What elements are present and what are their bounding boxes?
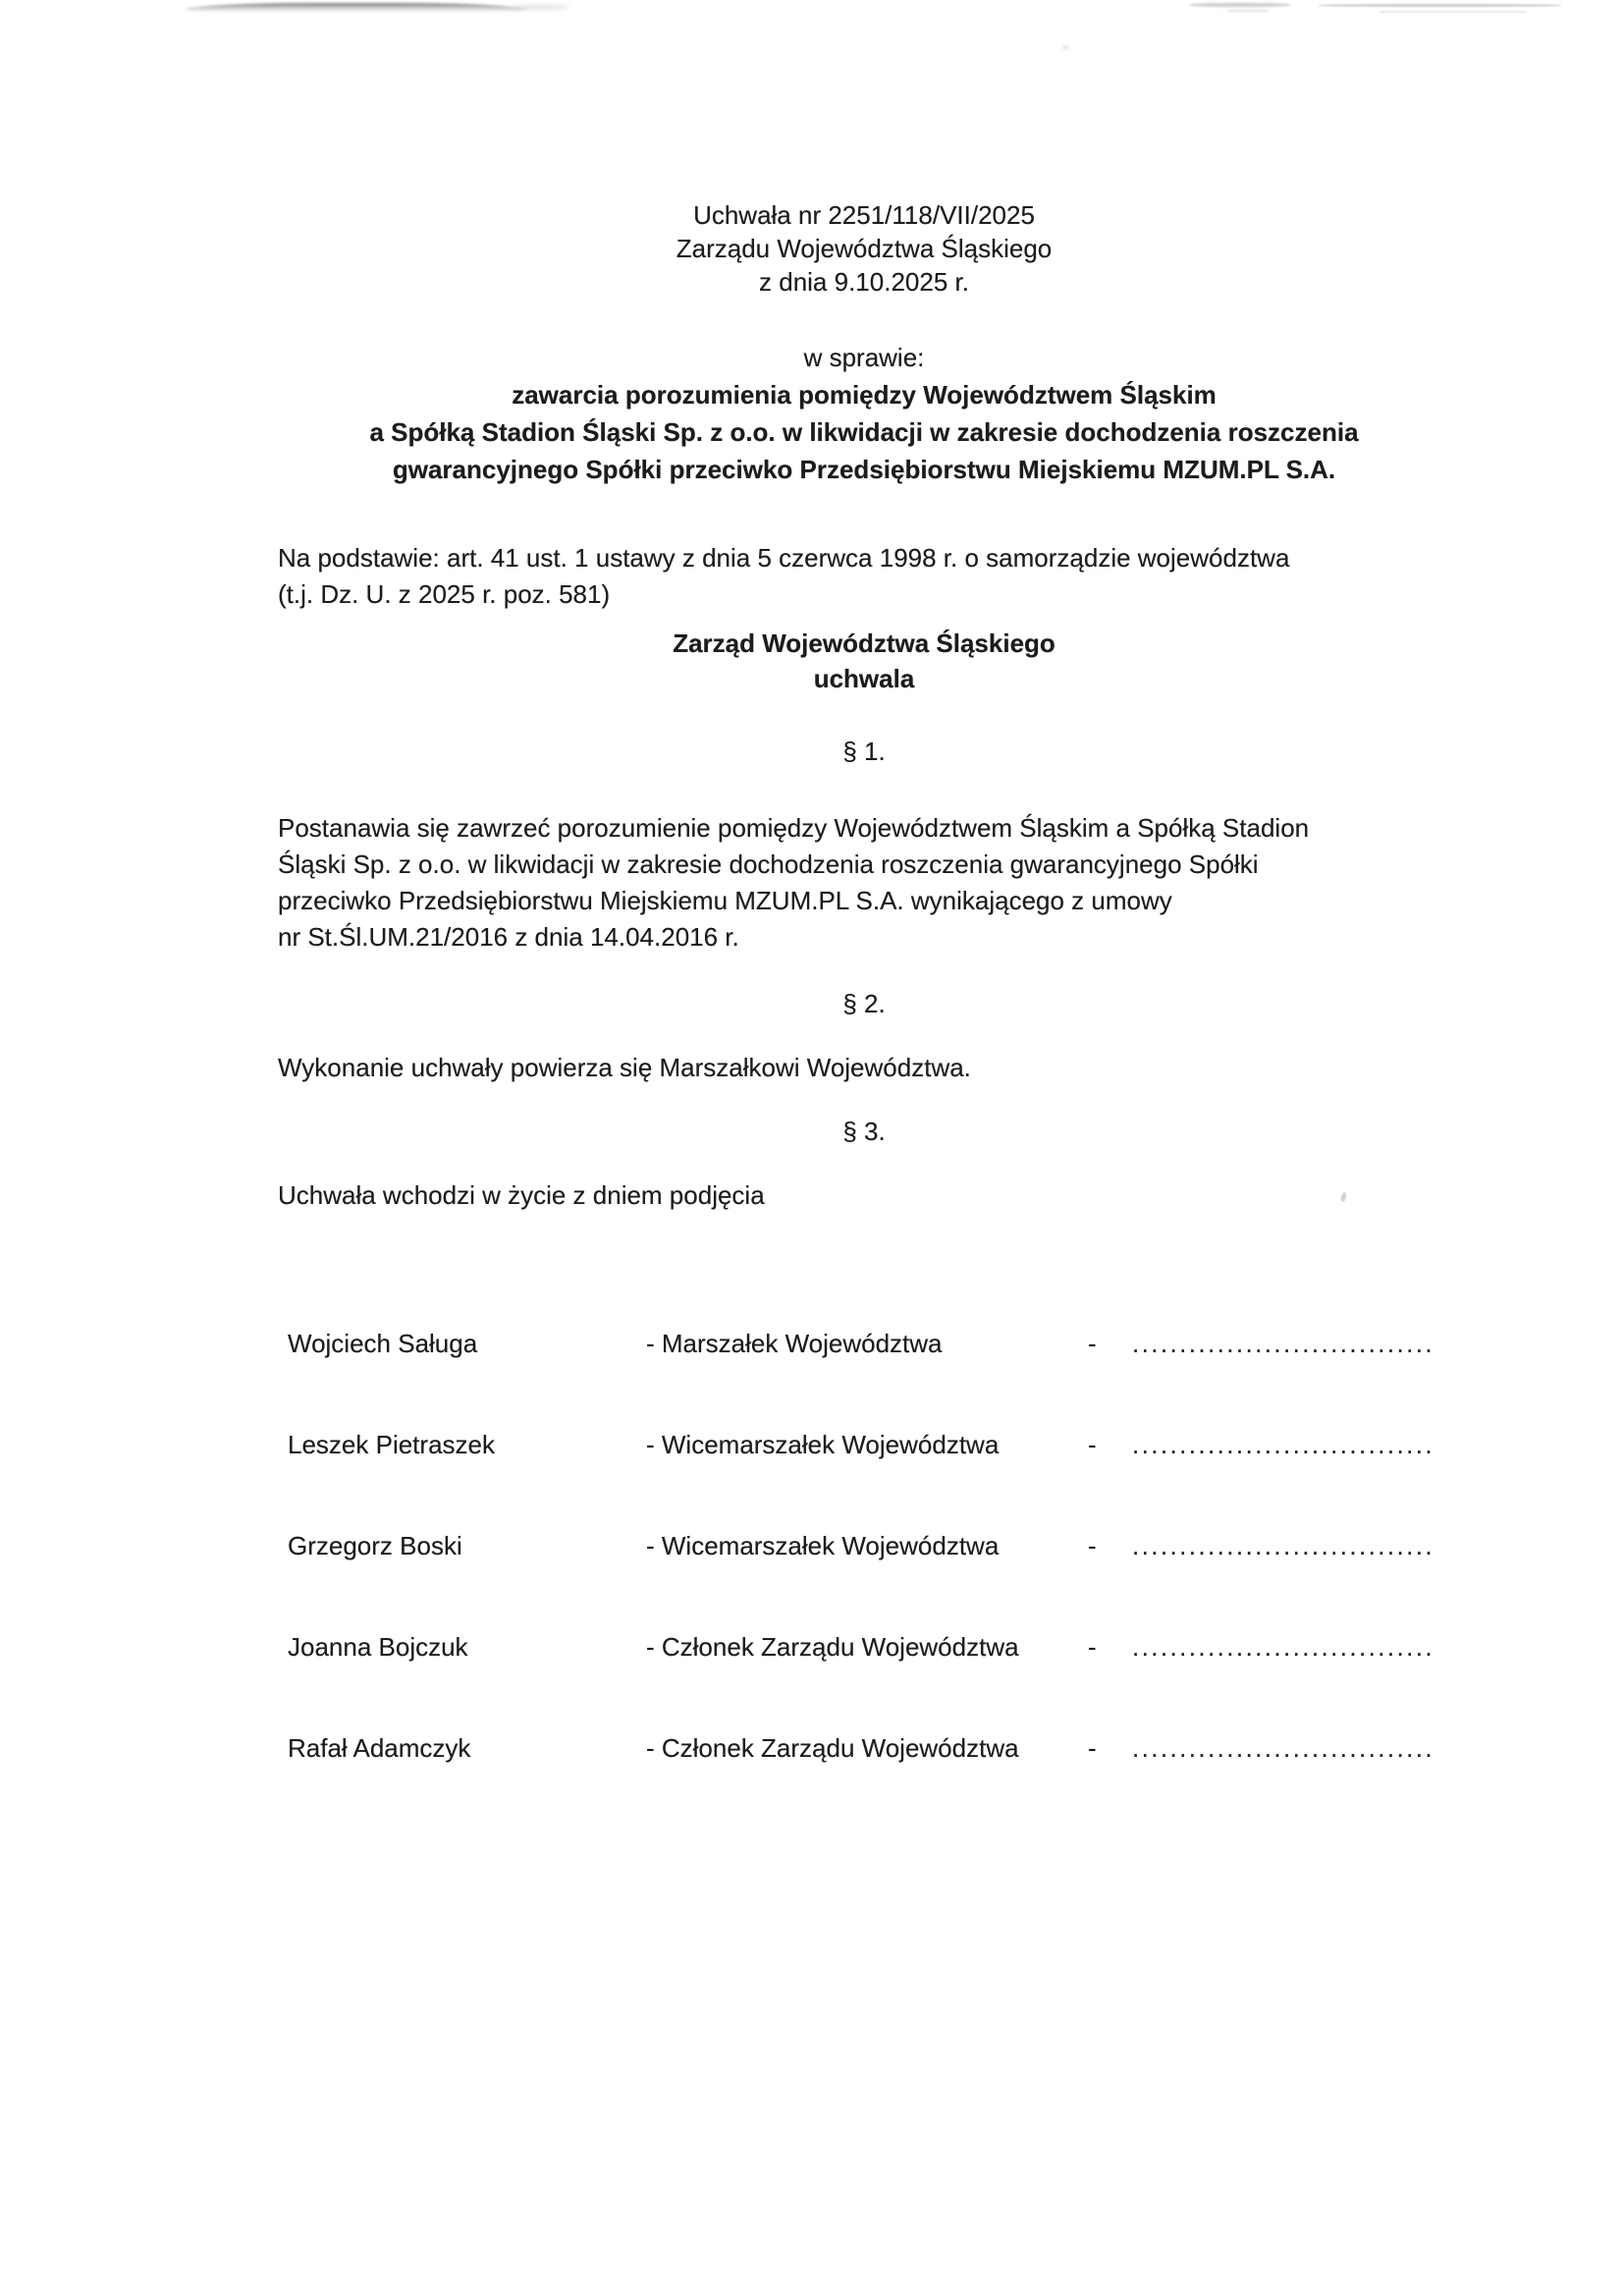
section-1-line-1: Postanawia się zawrzeć porozumienie pomiędzy Województwem Śląskim a Spółką Stadion bbox=[278, 813, 1310, 843]
subject-line-2: a Spółką Stadion Śląski Sp. z o.o. w likwidacji w zakresie dochodzenia roszczenia bbox=[369, 417, 1359, 447]
section-1-number: § 1. bbox=[842, 737, 886, 766]
dash-separator: - bbox=[1088, 1329, 1097, 1358]
signature-dotted-line: ................................ bbox=[1132, 1733, 1434, 1763]
signatory-name: Wojciech Saługa bbox=[288, 1329, 478, 1358]
signature-dotted-line: ................................ bbox=[1132, 1329, 1434, 1358]
subject-line-3: gwarancyjnego Spółki przeciwko Przedsiębiorstwu Miejskiemu MZUM.PL S.A. bbox=[392, 455, 1336, 484]
enacting-formula bbox=[278, 626, 1450, 696]
signatory-name: Leszek Pietraszek bbox=[288, 1430, 495, 1459]
signatory-role: - Wicemarszałek Województwa bbox=[646, 1430, 1000, 1459]
signatory-row bbox=[288, 1630, 1456, 1664]
legal-basis-line-2: (t.j. Dz. U. z 2025 r. poz. 581) bbox=[278, 579, 611, 609]
signatory-name: Rafał Adamczyk bbox=[288, 1733, 471, 1763]
dash-separator: - bbox=[1088, 1733, 1097, 1763]
section-1-line-2: Śląski Sp. z o.o. w likwidacji w zakresie dochodzenia roszczenia gwarancyjnego Spółki bbox=[278, 849, 1259, 879]
resolution-date: z dnia 9.10.2025 r. bbox=[759, 267, 969, 297]
dash-separator: - bbox=[1088, 1632, 1097, 1662]
dash-separator: - bbox=[1088, 1430, 1097, 1459]
signatory-row bbox=[288, 1428, 1456, 1461]
enacting-body: Zarząd Województwa Śląskiego bbox=[673, 629, 1055, 658]
legal-basis-line-1: Na podstawie: art. 41 ust. 1 ustawy z dnia 5 czerwca 1998 r. o samorządzie województwa bbox=[278, 543, 1290, 573]
signatory-role: - Członek Zarządu Województwa bbox=[646, 1632, 1019, 1662]
subject-line-1: zawarcia porozumienia pomiędzy Województwem Śląskim bbox=[512, 380, 1217, 410]
scan-artifact-streak-1 bbox=[1190, 3, 1290, 7]
scan-artifact-streak-2b bbox=[1380, 11, 1527, 13]
subject-label: w sprawie: bbox=[803, 343, 925, 372]
resolution-number: Uchwała nr 2251/118/VII/2025 bbox=[693, 200, 1035, 230]
scan-artifact-streak-2 bbox=[1319, 4, 1561, 7]
signature-dotted-line: ................................ bbox=[1132, 1430, 1434, 1459]
subject-block bbox=[278, 339, 1450, 488]
section-3-number: § 3. bbox=[842, 1117, 886, 1146]
section-2-text: Wykonanie uchwały powierza się Marszałkowi Województwa. bbox=[278, 1053, 971, 1082]
signature-dotted-line: ................................ bbox=[1132, 1632, 1434, 1662]
signatory-name: Grzegorz Boski bbox=[288, 1531, 462, 1560]
scan-artifact-speck-2 bbox=[1062, 45, 1069, 50]
scan-artifact-smudge-tail bbox=[511, 5, 569, 10]
enacting-verb: uchwala bbox=[813, 664, 915, 693]
dash-separator: - bbox=[1088, 1531, 1097, 1560]
section-1-text bbox=[278, 810, 1456, 956]
scan-artifact-smudge bbox=[185, 3, 526, 13]
signature-dotted-line: ................................ bbox=[1132, 1531, 1434, 1560]
signatory-role: - Marszałek Województwa bbox=[646, 1329, 943, 1358]
signatory-name: Joanna Bojczuk bbox=[288, 1632, 468, 1662]
signatory-role: - Członek Zarządu Województwa bbox=[646, 1733, 1019, 1763]
resolution-title bbox=[278, 198, 1450, 299]
signatory-row bbox=[288, 1731, 1456, 1765]
section-1-line-3: przeciwko Przedsiębiorstwu Miejskiemu MZUM.PL S.A. wynikającego z umowy bbox=[278, 886, 1172, 915]
issuing-body: Zarządu Województwa Śląskiego bbox=[676, 234, 1053, 263]
scan-artifact-streak-1b bbox=[1227, 10, 1269, 12]
signatory-row bbox=[288, 1529, 1456, 1562]
section-1-line-4: nr St.Śl.UM.21/2016 z dnia 14.04.2016 r. bbox=[278, 922, 739, 952]
legal-basis bbox=[278, 540, 1456, 613]
section-3-text: Uchwała wchodzi w życie z dniem podjęcia bbox=[278, 1180, 765, 1210]
signatory-row bbox=[288, 1327, 1456, 1360]
section-2-number: § 2. bbox=[842, 989, 886, 1018]
signatory-role: - Wicemarszałek Województwa bbox=[646, 1531, 1000, 1560]
